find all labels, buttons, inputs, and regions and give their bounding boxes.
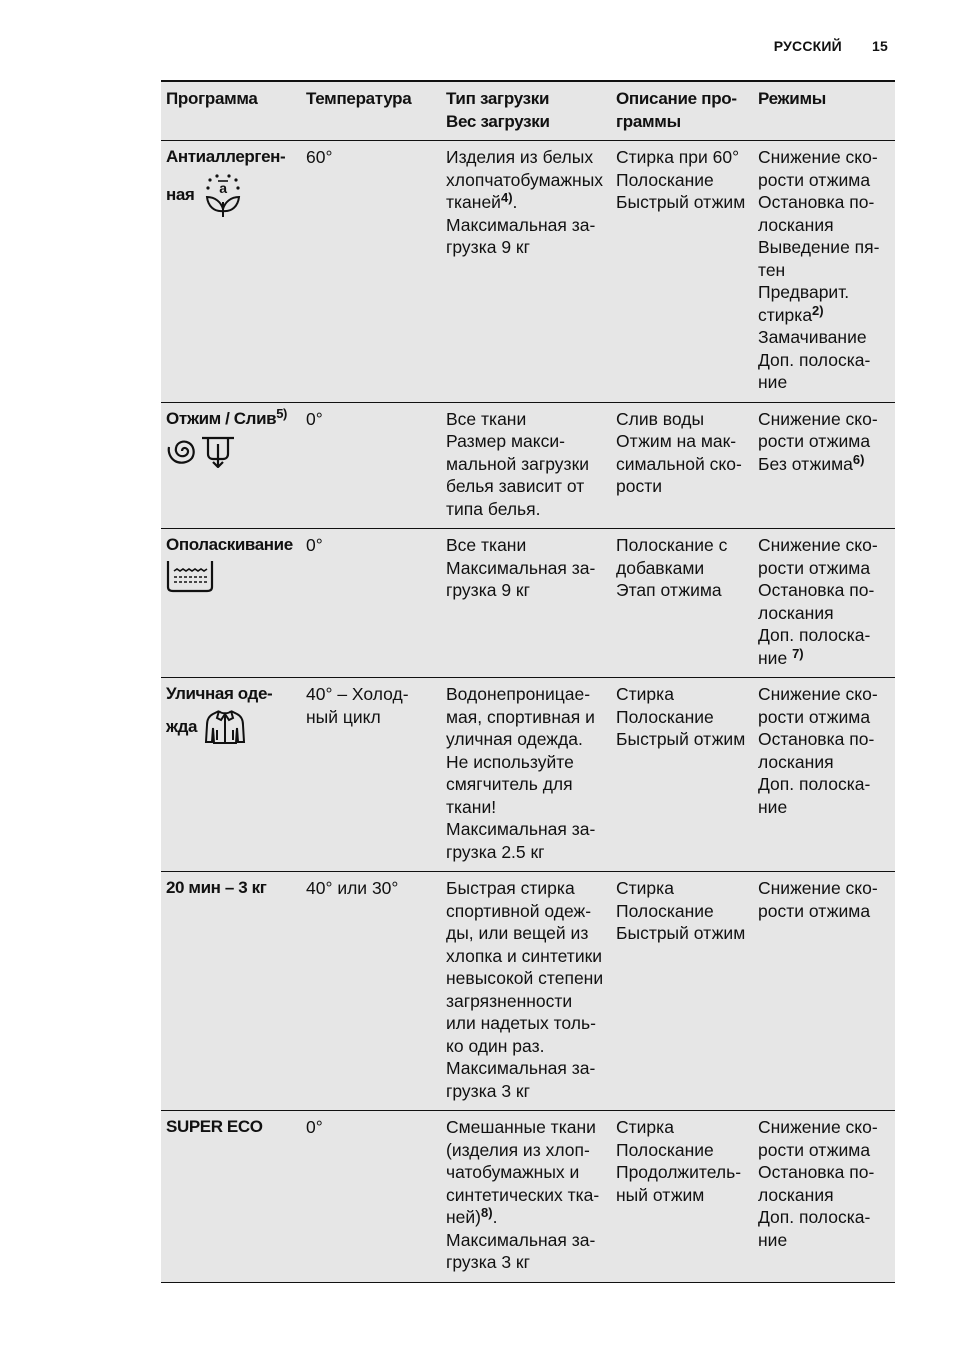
program-cell: Уличная оде- жда (161, 678, 301, 872)
footnote-ref: 2) (812, 302, 824, 318)
description-cell: Стирка Полоскание Продолжитель- ный отжим (611, 1111, 753, 1283)
description-cell: Слив воды Отжим на мак- симальной ско- рости (611, 402, 753, 529)
language-label: РУССКИЙ (773, 38, 842, 54)
modes-cell: Снижение ско- рости отжима Остановка по- лоскания Доп. полоска- ние (753, 1111, 895, 1283)
temperature-cell: 0° (301, 529, 441, 678)
description-cell: Стирка Полоскание Быстрый отжим (611, 678, 753, 872)
table-row (161, 678, 895, 872)
rinse-tub-icon (166, 559, 297, 600)
temperature-cell: 60° (301, 141, 441, 403)
load-cell: Все ткани Максимальная за- грузка 9 кг (441, 529, 611, 678)
table-row (161, 529, 895, 678)
page-number: 15 (872, 38, 888, 54)
outdoor-jacket-icon (204, 708, 246, 746)
footnote-ref: 5) (276, 405, 287, 421)
temperature-cell: 40° – Холод- ный цикл (301, 678, 441, 872)
load-cell: Изделия из белых хлопчатобумажных тканей$^{4)}$. Максимальная за- грузка 9 кг (441, 141, 611, 403)
modes-cell: Снижение ско- рости отжима Остановка по- лоскания Доп. полоска- ние (753, 678, 895, 872)
table-row (161, 1111, 895, 1283)
modes-cell: Снижение ско- рости отжима Без отжима$^{6)}$ (753, 402, 895, 529)
temperature-cell: 0° (301, 1111, 441, 1283)
allergen-flower-icon (202, 171, 244, 219)
program-cell: 20 мин – 3 кг (161, 872, 301, 1111)
header-program: Программа (161, 81, 301, 141)
load-cell: Быстрая стирка спортивной одеж- ды, или вещей из хлопка и синтетики невысокой степени загрязненности или надетых толь- ко один раз. Максимальная за- грузка 3 кг (441, 872, 611, 1111)
svg-text:a: a (219, 179, 227, 196)
page-header (774, 38, 888, 54)
program-cell: Антиаллерген- ная a (161, 141, 301, 403)
footnote-ref: 7) (792, 645, 804, 661)
modes-cell: Снижение ско- рости отжима (753, 872, 895, 1111)
table-row (161, 402, 895, 529)
programs-table (161, 80, 895, 1283)
load-cell: Все ткани Размер макси- мальной загрузки белья зависит от типа белья. (441, 402, 611, 529)
temperature-cell: 40° или 30° (301, 872, 441, 1111)
header-temperature: Температура (301, 81, 441, 141)
load-cell: Водонепроницае- мая, спортивная и уличная одежда. Не используйте смягчитель для ткани! Максимальная за- грузка 2.5 кг (441, 678, 611, 872)
footnote-ref: 4) (500, 190, 513, 205)
modes-cell: Снижение ско- рости отжима Остановка по- лоскания Доп. полоска- ние $^{7)}$ (753, 529, 895, 678)
header-load: Тип загрузки Вес загрузки (441, 81, 611, 141)
description-cell: Полоскание с добавками Этап отжима (611, 529, 753, 678)
program-cell: Ополаскивание (161, 529, 301, 678)
header-description: Описание про- граммы (611, 81, 753, 141)
modes-cell: Снижение ско- рости отжима Остановка по- лоскания Выведение пя- тен Предварит. стирка$^{2)}$ Замачивание Доп. полоска- ние (753, 141, 895, 403)
footnote-ref: 8) (481, 1205, 493, 1220)
spin-drain-icon (166, 432, 297, 475)
program-cell: Отжим / Слив$^{5)}$ (161, 402, 301, 529)
description-cell: Стирка при 60° Полоскание Быстрый отжим (611, 141, 753, 403)
temperature-cell: 0° (301, 402, 441, 529)
table-row (161, 141, 895, 403)
table-header-row (161, 81, 895, 141)
header-modes: Режимы (753, 81, 895, 141)
load-cell: Смешанные ткани (изделия из хлоп- чатобумажных и синтетических тка- ней)$^{8)}$. Максимальная за- грузка 3 кг (441, 1111, 611, 1283)
footnote-ref: 6) (852, 451, 865, 467)
table-row (161, 872, 895, 1111)
description-cell: Стирка Полоскание Быстрый отжим (611, 872, 753, 1111)
program-cell: SUPER ECO (161, 1111, 301, 1283)
